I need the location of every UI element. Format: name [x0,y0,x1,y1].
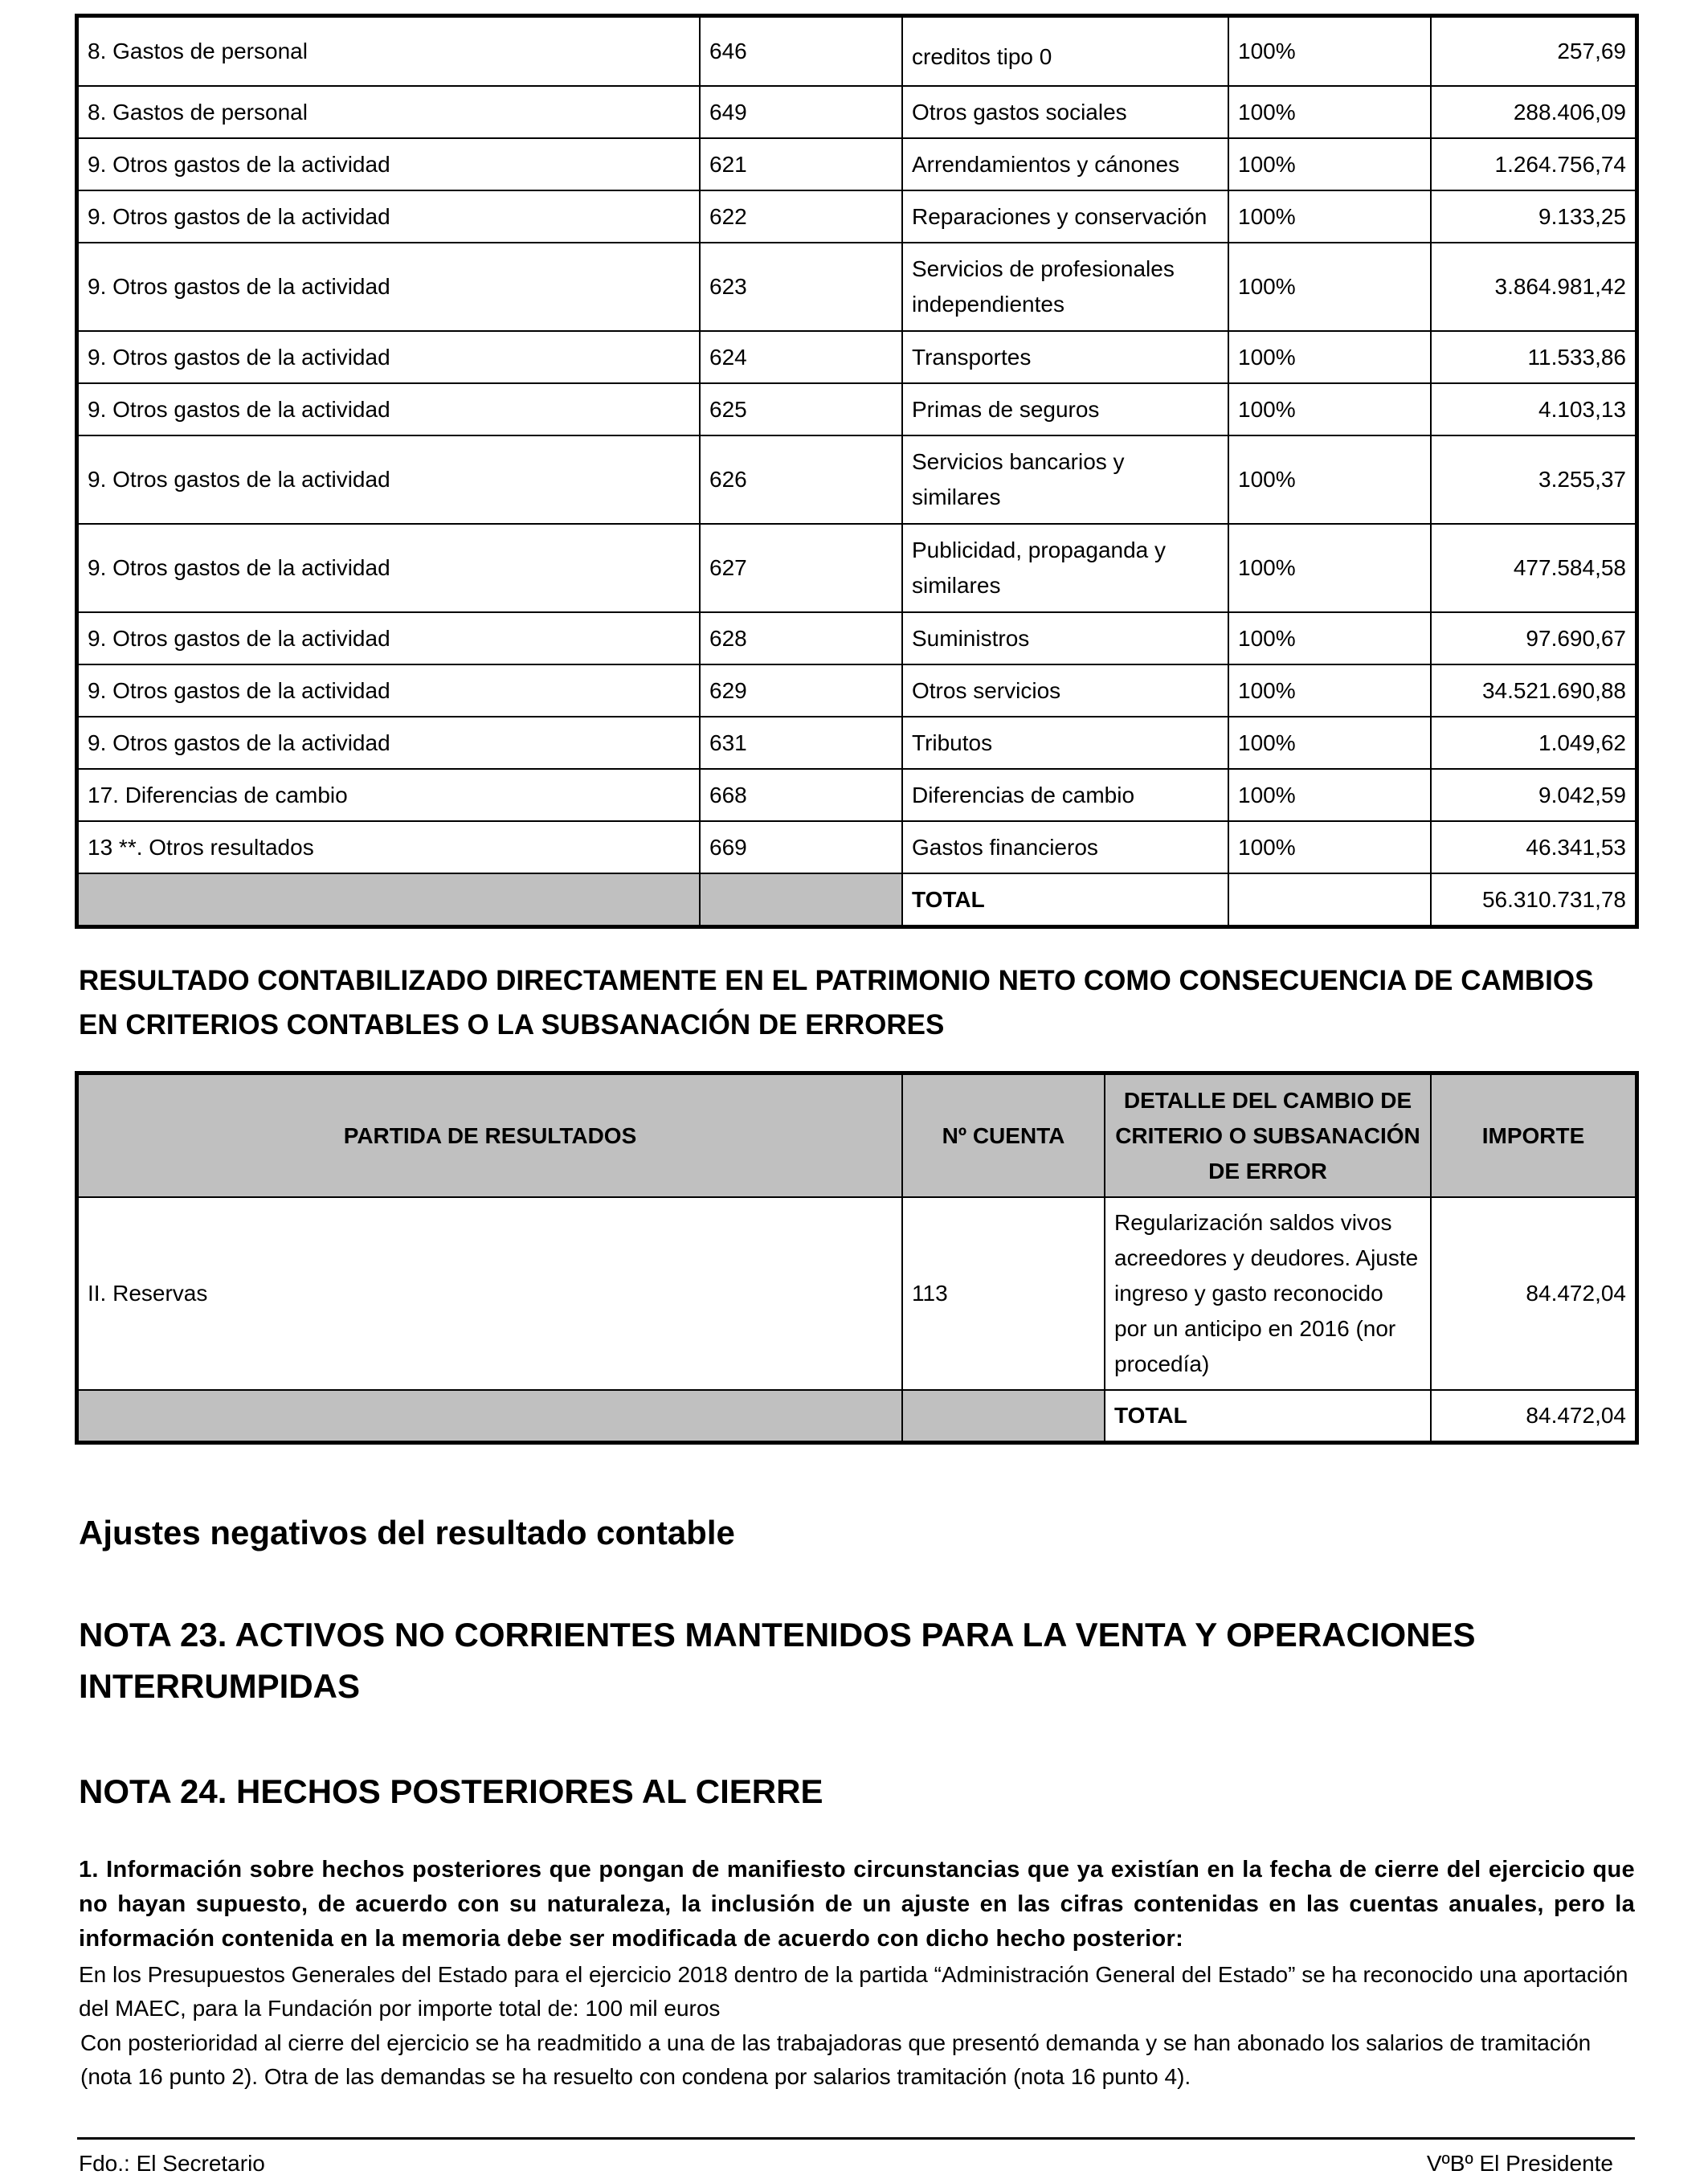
table-row [78,435,1636,524]
cell-importe: 9.133,25 [1431,190,1636,243]
total-row [78,873,1636,926]
cell-importe: 1.049,62 [1431,717,1636,769]
total-empty-cell [1228,873,1431,926]
cell-partida: 13 **. Otros resultados [78,821,700,873]
cell-concepto: Otros gastos sociales [902,86,1228,138]
cell-concepto: Arrendamientos y cánones [902,138,1228,190]
cell-partida: 9. Otros gastos de la actividad [78,383,700,435]
cell-cuenta: 113 [902,1197,1105,1390]
cell-cuenta: 668 [700,769,902,821]
cell-importe: 34.521.690,88 [1431,664,1636,717]
total-value: 84.472,04 [1431,1390,1636,1441]
cell-cuenta: 622 [700,190,902,243]
cell-porcentaje: 100% [1228,138,1431,190]
cell-concepto: Servicios bancarios y similares [902,435,1228,524]
cell-porcentaje: 100% [1228,243,1431,331]
heading-nota-24: NOTA 24. HECHOS POSTERIORES AL CIERRE [79,1772,823,1810]
table-row [78,524,1636,612]
cell-concepto: Reparaciones y conservación [902,190,1228,243]
cell-partida: II. Reservas [78,1197,902,1390]
cell-porcentaje: 100% [1228,821,1431,873]
cell-porcentaje: 100% [1228,190,1431,243]
cell-cuenta: 621 [700,138,902,190]
cell-cuenta: 627 [700,524,902,612]
cell-porcentaje: 100% [1228,524,1431,612]
cell-cuenta: 631 [700,717,902,769]
cell-importe: 11.533,86 [1431,331,1636,383]
cell-porcentaje: 100% [1228,331,1431,383]
table-row [78,190,1636,243]
nota24-paragraph-1: En los Presupuestos Generales del Estado para el ejercicio 2018 dentro de la partida “Administración General del Estado” se ha reconocido una aportación del MAEC, para la Fundación por importe total de: 100 mil euros [79,1962,1628,2021]
total-row [78,1390,1636,1441]
cell-detalle: Regularización saldos vivos acreedores y deudores. Ajuste ingreso y gasto reconocido por un anticipo en 2016 (nor procedía) [1105,1197,1431,1390]
footer-president: VºBº El Presidente [1426,2151,1613,2176]
cell-cuenta: 628 [700,612,902,664]
cell-importe: 4.103,13 [1431,383,1636,435]
cell-partida: 9. Otros gastos de la actividad [78,138,700,190]
heading-nota-23: NOTA 23. ACTIVOS NO CORRIENTES MANTENIDOS PARA LA VENTA Y OPERACIONES INTERRUMPIDAS [79,1616,1476,1705]
expenses-table [77,16,1636,926]
cell-cuenta: 669 [700,821,902,873]
cell-partida: 9. Otros gastos de la actividad [78,190,700,243]
total-label: TOTAL [902,873,1228,926]
cell-cuenta: 626 [700,435,902,524]
cell-partida: 8. Gastos de personal [78,17,700,86]
cell-partida: 9. Otros gastos de la actividad [78,435,700,524]
cell-importe: 84.472,04 [1431,1197,1636,1390]
total-empty-cell [78,873,700,926]
total-empty-cell [700,873,902,926]
cell-cuenta: 646 [700,17,902,86]
cell-concepto: Suministros [902,612,1228,664]
total-label: TOTAL [1105,1390,1431,1441]
table-row [78,769,1636,821]
cell-partida: 9. Otros gastos de la actividad [78,524,700,612]
table-row [78,17,1636,86]
header-cuenta: Nº CUENTA [902,1074,1105,1197]
table-row [78,383,1636,435]
table-row [78,717,1636,769]
table-row [78,138,1636,190]
table-row [78,664,1636,717]
cell-concepto: Diferencias de cambio [902,769,1228,821]
cell-importe: 97.690,67 [1431,612,1636,664]
header-partida: PARTIDA DE RESULTADOS [78,1074,902,1197]
table-header-row [78,1074,1636,1197]
cell-cuenta: 629 [700,664,902,717]
cell-porcentaje: 100% [1228,717,1431,769]
cell-concepto: Gastos financieros [902,821,1228,873]
section-title: RESULTADO CONTABILIZADO DIRECTAMENTE EN EL PATRIMONIO NETO COMO CONSECUENCIA DE CAMBIOS EN CRITERIOS CONTABLES O LA SUBSANACIÓN DE ERRORES [79,965,1594,1040]
cell-importe: 46.341,53 [1431,821,1636,873]
cell-cuenta: 625 [700,383,902,435]
cell-importe: 257,69 [1431,17,1636,86]
nota24-paragraph-2: Con posterioridad al cierre del ejercicio se ha readmitido a una de las trabajadoras que presentó demanda y se han abonado los salarios de tramitación (nota 16 punto 2). Otra de las demandas se ha resuelto con condena por salarios tramitación (nota 16 punto 4). [80,2030,1592,2089]
cell-porcentaje: 100% [1228,769,1431,821]
cell-porcentaje: 100% [1228,612,1431,664]
cell-partida: 17. Diferencias de cambio [78,769,700,821]
heading-ajustes: Ajustes negativos del resultado contable [79,1514,735,1551]
total-empty-cell [78,1390,902,1441]
cell-porcentaje: 100% [1228,383,1431,435]
cell-partida: 9. Otros gastos de la actividad [78,331,700,383]
cell-importe: 477.584,58 [1431,524,1636,612]
cell-concepto: Servicios de profesionales independientes [902,243,1228,331]
total-value: 56.310.731,78 [1431,873,1636,926]
table-row [78,612,1636,664]
table-row [78,331,1636,383]
header-detalle: DETALLE DEL CAMBIO DE CRITERIO O SUBSANACIÓN DE ERROR [1105,1074,1431,1197]
cell-partida: 9. Otros gastos de la actividad [78,717,700,769]
cell-importe: 3.864.981,42 [1431,243,1636,331]
table-row [78,86,1636,138]
cell-cuenta: 623 [700,243,902,331]
table-row [78,243,1636,331]
header-importe: IMPORTE [1431,1074,1636,1197]
cell-concepto: Otros servicios [902,664,1228,717]
cell-concepto: Publicidad, propaganda y similares [902,524,1228,612]
cell-concepto: Primas de seguros [902,383,1228,435]
cell-porcentaje: 100% [1228,17,1431,86]
cell-porcentaje: 100% [1228,435,1431,524]
cell-concepto: Tributos [902,717,1228,769]
cell-partida: 9. Otros gastos de la actividad [78,243,700,331]
table-row [78,821,1636,873]
cell-concepto: creditos tipo 0 [902,17,1228,86]
cell-partida: 9. Otros gastos de la actividad [78,612,700,664]
cell-importe: 3.255,37 [1431,435,1636,524]
cell-cuenta: 624 [700,331,902,383]
criteria-change-table [77,1073,1636,1442]
cell-partida: 9. Otros gastos de la actividad [78,664,700,717]
footer-secretary: Fdo.: El Secretario [79,2151,265,2176]
total-empty-cell [902,1390,1105,1441]
footer-divider [77,2137,1635,2140]
cell-cuenta: 649 [700,86,902,138]
cell-porcentaje: 100% [1228,86,1431,138]
cell-importe: 9.042,59 [1431,769,1636,821]
cell-concepto: Transportes [902,331,1228,383]
cell-importe: 1.264.756,74 [1431,138,1636,190]
cell-porcentaje: 100% [1228,664,1431,717]
table-row [78,1197,1636,1390]
cell-partida: 8. Gastos de personal [78,86,700,138]
nota24-intro: 1. Información sobre hechos posteriores que pongan de manifiesto circunstancias que ya existían en la fecha de cierre del ejercicio que no hayan supuesto, de acuerdo con su naturaleza, la inclusión de un ajuste en las cifras contenidas en las cuentas anuales, pero la información contenida en la memoria debe ser modificada de acuerdo con dicho hecho posterior: [79,1857,1635,1952]
cell-importe: 288.406,09 [1431,86,1636,138]
